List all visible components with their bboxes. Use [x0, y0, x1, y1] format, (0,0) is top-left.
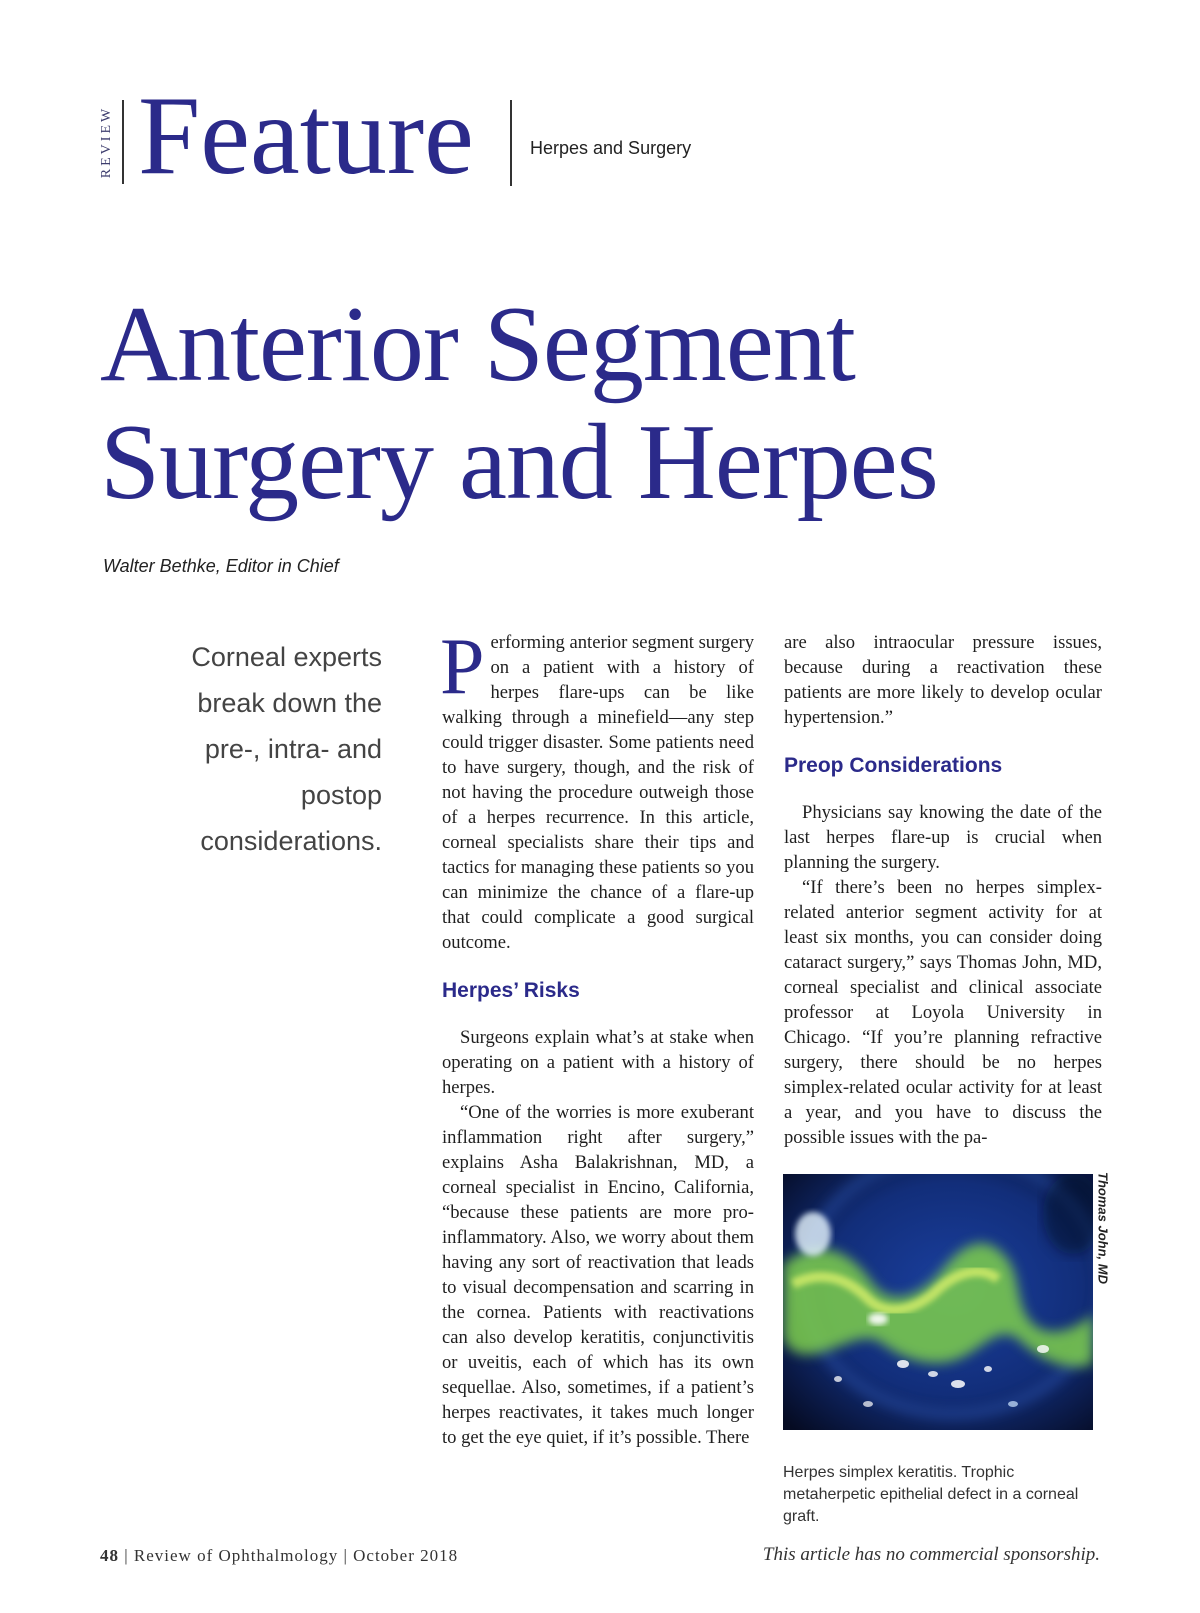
intro-paragraph [440, 623, 754, 955]
intro-text: erforming anterior segment surgery on a patient with a history of herpes flare-ups can be like walking through a minefield—any step could trigger disaster. Some patients need to have surgery, though, and the risk of not having the procedure outweigh those of a herpes recurrence. In this article, corneal specialists share their tips and tactics for managing these patients so you can minimize the chance of a flare-up that could complicate a good surgical outcome. [442, 632, 754, 953]
drop-cap: P [440, 623, 485, 711]
body-paragraph-continued: are also intraocular pressure issues, because during a reactivation these patients are more likely to develop ocular hypertension.” [784, 632, 1102, 728]
keratitis-photo [783, 1174, 1093, 1430]
photo-credit-text: Thomas John, MD [1095, 1172, 1111, 1284]
body-paragraph: “One of the worries is more exuberant inflammation right after surgery,” explains Asha Balakrishnan, MD, a corneal specialist in Encino, California, “because these patients are more pro-inflammatory. Also, we worry about them having any sort of reactivation that leads to visual decompensation and scarring in the cornea. Patients with reactivations can also develop keratitis, conjunctivitis or uveitis, each of which has its own sequellae. Also, sometimes, if a patient’s herpes reactivates, it takes much longer to get the eye quiet, if it’s possible. There [442, 1102, 754, 1448]
photo-credit [1093, 1174, 1113, 1430]
article-title-line-2: Surgery and Herpes [100, 403, 938, 522]
body-column-2 [784, 630, 1102, 1150]
subhead-herpes-risks: Herpes’ Risks [442, 979, 580, 1002]
header-divider-left [122, 100, 124, 184]
photo-caption: Herpes simplex keratitis. Trophic metaherpetic epithelial defect in a corneal graft. [783, 1464, 1079, 1525]
section-vertical-text: REVIEW [99, 105, 114, 179]
byline: Walter Bethke, Editor in Chief [103, 556, 339, 576]
issue-date: October 2018 [353, 1546, 459, 1565]
footer-separator: | [343, 1546, 354, 1565]
keratitis-photo-graphic [783, 1174, 1093, 1430]
body-column-1 [440, 623, 754, 1450]
article-title [100, 286, 1100, 522]
publication-name: Review of Ophthalmology [133, 1546, 339, 1565]
body-paragraph: Surgeons explain what’s at stake when operating on a patient with a history of herpes. [442, 1027, 754, 1098]
section-title: Feature [138, 74, 474, 198]
footer-separator: | [124, 1546, 134, 1565]
article-title-line-1: Anterior Segment [100, 285, 855, 404]
page-number: 48 [100, 1546, 119, 1565]
section-topic: Herpes and Surgery [530, 138, 692, 158]
page-footer [100, 1546, 458, 1566]
header-divider-right [510, 100, 512, 186]
body-paragraph: “If there’s been no herpes simplex-related anterior segment activity for at least six months, you can consider doing cataract surgery,” says Thomas John, MD, corneal specialist and clinical associate professor at Loyola University in Chicago. “If you’re planning refractive surgery, there should be no herpes simplex-related ocular activity for at least a year, and you have to discuss the possible issues with the pa- [784, 877, 1102, 1148]
article-deck: Corneal experts break down the pre-, intra- and postop considerations. [191, 642, 382, 856]
body-paragraph: Physicians say knowing the date of the last herpes flare-up is crucial when planning the surgery. [784, 802, 1102, 873]
subhead-preop-considerations: Preop Considerations [784, 754, 1003, 777]
sponsorship-disclaimer: This article has no commercial sponsorship. [762, 1544, 1100, 1565]
section-vertical-label [96, 100, 118, 184]
